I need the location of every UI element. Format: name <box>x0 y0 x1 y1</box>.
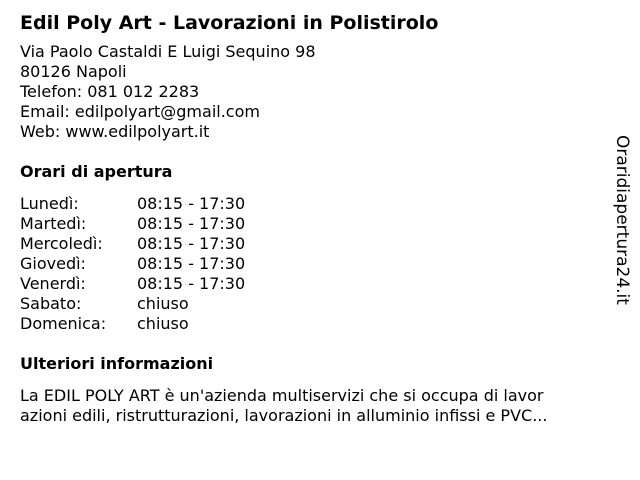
hours-row-thursday <box>20 254 620 274</box>
hours-row-monday <box>20 194 620 214</box>
info-text-line-2: azioni edili, ristrutturazioni, lavorazioni in alluminio infissi e PVC... <box>20 406 548 425</box>
day-label: Sabato: <box>20 294 82 313</box>
hours-row-tuesday <box>20 214 620 234</box>
day-label: Mercoledì: <box>20 234 103 253</box>
hours-row-friday <box>20 274 620 294</box>
day-label: Venerdì: <box>20 274 86 293</box>
day-label: Domenica: <box>20 314 107 333</box>
address-street: Via Paolo Castaldi E Luigi Sequino 98 <box>20 42 316 61</box>
time-value: 08:15 - 17:30 <box>137 234 246 253</box>
phone-line: Telefon: 081 012 2283 <box>20 82 200 101</box>
day-label: Martedì: <box>20 214 87 233</box>
info-text-line-1: La EDIL POLY ART è un'azienda multiservizi che si occupa di lavor <box>20 386 544 405</box>
hours-heading: Orari di apertura <box>20 162 173 181</box>
hours-row-saturday <box>20 294 620 314</box>
time-value: chiuso <box>137 314 189 333</box>
business-card <box>20 10 620 426</box>
info-heading: Ulteriori informazioni <box>20 354 214 373</box>
time-value: 08:15 - 17:30 <box>137 274 246 293</box>
hours-list <box>20 194 620 334</box>
time-value: 08:15 - 17:30 <box>137 214 246 233</box>
hours-row-sunday <box>20 314 620 334</box>
side-brand-watermark: Oraridiapertura24.it <box>612 135 632 305</box>
business-name: Edil Poly Art - Lavorazioni in Polistirolo <box>20 12 439 34</box>
time-value: 08:15 - 17:30 <box>137 194 246 213</box>
contact-block <box>20 42 620 142</box>
web-line: Web: www.edilpolyart.it <box>20 122 210 141</box>
time-value: 08:15 - 17:30 <box>137 254 246 273</box>
email-line: Email: edilpolyart@gmail.com <box>20 102 260 121</box>
day-label: Lunedì: <box>20 194 79 213</box>
day-label: Giovedì: <box>20 254 86 273</box>
address-city: 80126 Napoli <box>20 62 127 81</box>
hours-row-wednesday <box>20 234 620 254</box>
time-value: chiuso <box>137 294 189 313</box>
